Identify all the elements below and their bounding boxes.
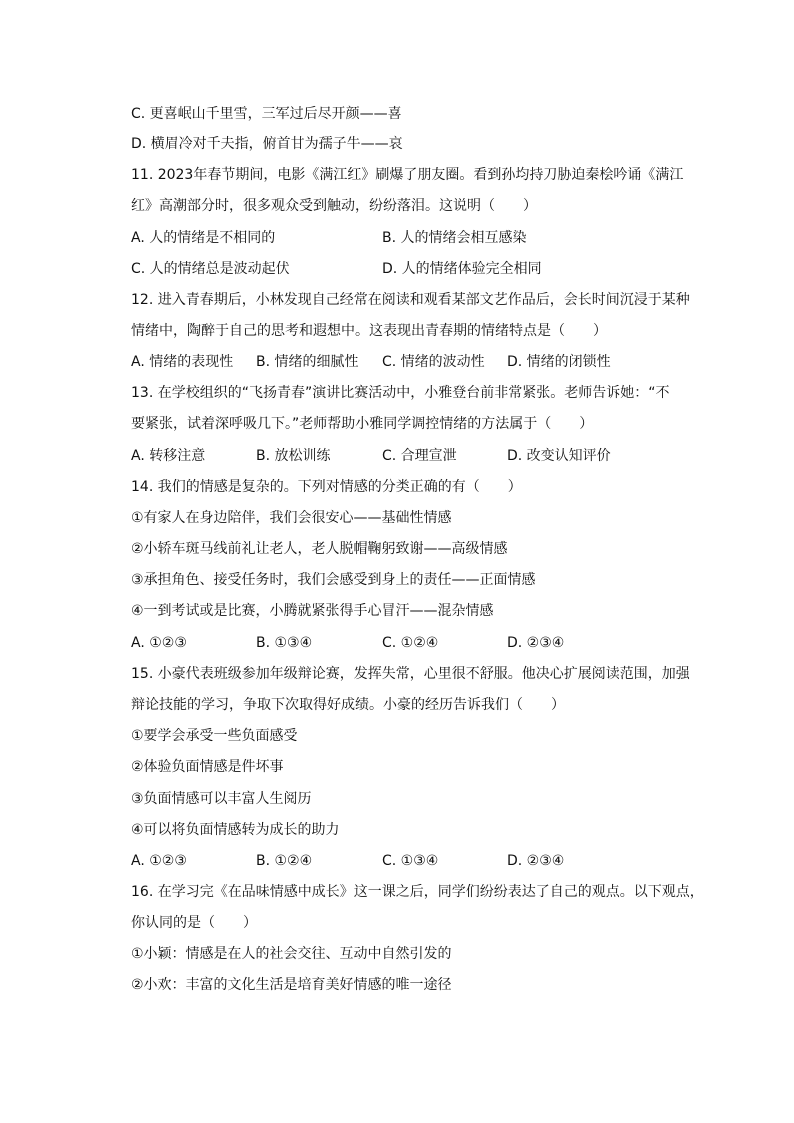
q11-option-b: B. 人的情绪会相互感染: [382, 230, 527, 246]
q16-statement-1: ①小颖：情感是在人的社会交往、互动中自然引发的: [131, 946, 452, 962]
q16-statement-2: ②小欢：丰富的文化生活是培育美好情感的唯一途径: [131, 977, 452, 993]
q13-option-b: B. 放松训练: [256, 448, 331, 464]
q11-option-a: A. 人的情绪是不相同的: [131, 230, 276, 246]
q16-stem-line-2: 你认同的是（ ）: [131, 915, 257, 931]
q11-stem-line-1: 11. 2023年春节期间，电影《满江红》刷爆了朋友圈。看到孙均持刀胁迫秦桧吟诵《满江: [131, 167, 684, 183]
q13-options-row: [131, 445, 698, 467]
q10-option-c: C. 更喜岷山千里雪，三军过后尽开颜——喜: [131, 106, 402, 122]
q15-stem-line-1: 15. 小豪代表班级参加年级辩论赛，发挥失常，心里很不舒服。他决心扩展阅读范围，加强: [131, 666, 690, 682]
q15-statement-2: ②体验负面情感是件坏事: [131, 759, 284, 775]
q15-statement-1: ①要学会承受一些负面感受: [131, 728, 298, 744]
q15-option-c: C. ①③④: [382, 853, 439, 869]
q15-statement-3: ③负面情感可以丰富人生阅历: [131, 791, 312, 807]
q12-stem-line-1: 12. 进入青春期后，小林发现自己经常在阅读和观看某部文艺作品后，会长时间沉浸于某种: [131, 292, 690, 308]
q15-option-d: D. ②③④: [507, 853, 565, 869]
q11-stem-line-2: 红》高潮部分时，很多观众受到触动，纷纷落泪。这说明（ ）: [131, 198, 537, 214]
q11-option-d: D. 人的情绪体验完全相同: [382, 261, 542, 277]
q11-options-row-1: [131, 227, 698, 249]
q14-options-row: [131, 632, 698, 654]
q12-option-c: C. 情绪的波动性: [382, 354, 485, 370]
q12-option-a: A. 情绪的表现性: [131, 354, 234, 370]
q13-stem-line-2: 要紧张，试着深呼吸几下。”老师帮助小雅同学调控情绪的方法属于（ ）: [131, 416, 594, 432]
q14-statement-3: ③承担角色、接受任务时，我们会感受到身上的责任——正面情感: [131, 572, 536, 588]
q14-option-a: A. ①②③: [131, 635, 187, 651]
q12-stem-line-2: 情绪中，陶醉于自己的思考和遐想中。这表现出青春期的情绪特点是（ ）: [131, 323, 607, 339]
q12-options-row: [131, 351, 698, 373]
q13-option-c: C. 合理宣泄: [382, 448, 457, 464]
q13-option-a: A. 转移注意: [131, 448, 206, 464]
q14-statement-2: ②小轿车斑马线前礼让老人，老人脱帽鞠躬致谢——高级情感: [131, 541, 508, 557]
q14-statement-4: ④一到考试或是比赛，小腾就紧张得手心冒汗——混杂情感: [131, 603, 494, 619]
q14-option-c: C. ①②④: [382, 635, 439, 651]
q11-option-c: C. 人的情绪总是波动起伏: [131, 261, 290, 277]
q15-option-b: B. ①②④: [256, 853, 313, 869]
q12-option-d: D. 情绪的闭锁性: [507, 354, 611, 370]
q11-options-row-2: [131, 258, 698, 280]
q14-statement-1: ①有家人在身边陪伴，我们会很安心——基础性情感: [131, 510, 452, 526]
q15-statement-4: ④可以将负面情感转为成长的助力: [131, 822, 340, 838]
q10-option-d: D. 横眉冷对千夫指，俯首甘为孺子牛——哀: [131, 136, 403, 152]
q16-stem-line-1: 16. 在学习完《在品味情感中成长》这一课之后，同学们纷纷表达了自己的观点。以下观点，: [131, 884, 704, 900]
q15-options-row: [131, 850, 698, 872]
q14-option-b: B. ①③④: [256, 635, 313, 651]
q13-stem-line-1: 13. 在学校组织的“飞扬青春”演讲比赛活动中，小雅登台前非常紧张。老师告诉她：“不: [131, 385, 670, 401]
q14-stem: 14. 我们的情感是复杂的。下列对情感的分类正确的有（ ）: [131, 479, 522, 495]
q13-option-d: D. 改变认知评价: [507, 448, 611, 464]
q14-option-d: D. ②③④: [507, 635, 565, 651]
q12-option-b: B. 情绪的细腻性: [256, 354, 359, 370]
q15-option-a: A. ①②③: [131, 853, 187, 869]
q15-stem-line-2: 辩论技能的学习，争取下次取得好成绩。小豪的经历告诉我们（ ）: [131, 697, 565, 713]
